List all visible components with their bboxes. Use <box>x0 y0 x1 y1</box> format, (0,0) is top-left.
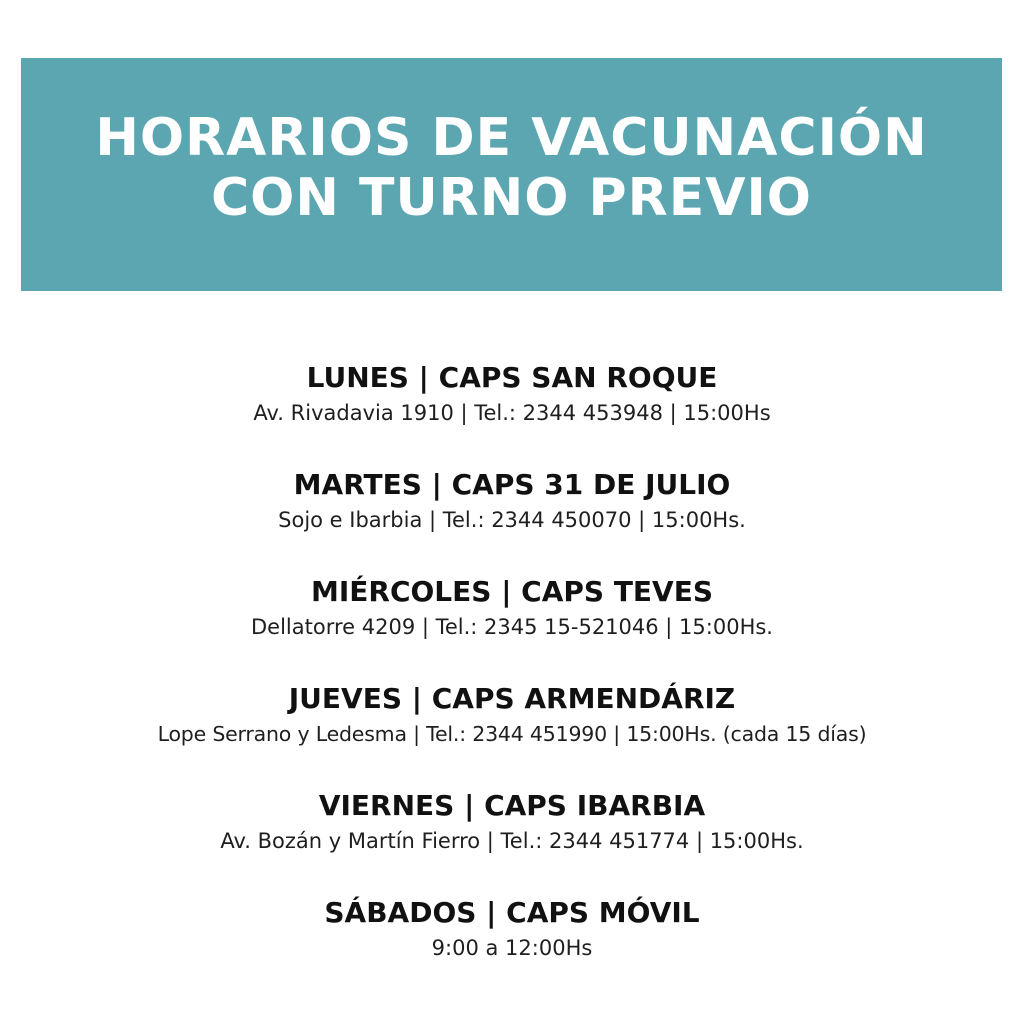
page-title-line-1: HORARIOS DE VACUNACIÓN <box>95 108 928 168</box>
entry-detail: Av. Rivadavia 1910 | Tel.: 2344 453948 | 15:00Hs <box>253 401 771 425</box>
entry-title: JUEVES | CAPS ARMENDÁRIZ <box>288 682 736 715</box>
schedule-entry-wednesday <box>0 572 1024 679</box>
page-title-line-2: CON TURNO PREVIO <box>210 168 813 228</box>
entry-title: VIERNES | CAPS IBARBIA <box>318 789 706 822</box>
entry-title: MIÉRCOLES | CAPS TEVES <box>310 575 714 608</box>
schedule-entry-tuesday <box>0 465 1024 572</box>
schedule-entry-monday <box>0 358 1024 465</box>
entry-detail: 9:00 a 12:00Hs <box>431 936 593 960</box>
entry-detail: Av. Bozán y Martín Fierro | Tel.: 2344 451774 | 15:00Hs. <box>220 829 804 853</box>
title-banner <box>21 58 1002 291</box>
entry-title: MARTES | CAPS 31 DE JULIO <box>293 468 731 501</box>
entry-detail: Sojo e Ibarbia | Tel.: 2344 450070 | 15:00Hs. <box>278 508 746 532</box>
schedule-list <box>0 358 1024 1000</box>
schedule-entry-friday <box>0 786 1024 893</box>
entry-detail: Dellatorre 4209 | Tel.: 2345 15-521046 | 15:00Hs. <box>251 615 773 639</box>
entry-title: SÁBADOS | CAPS MÓVIL <box>324 896 700 929</box>
entry-title: LUNES | CAPS SAN ROQUE <box>306 361 718 394</box>
schedule-entry-thursday <box>0 679 1024 786</box>
schedule-entry-saturday <box>0 893 1024 1000</box>
entry-detail: Lope Serrano y Ledesma | Tel.: 2344 451990 | 15:00Hs. (cada 15 días) <box>157 722 867 746</box>
